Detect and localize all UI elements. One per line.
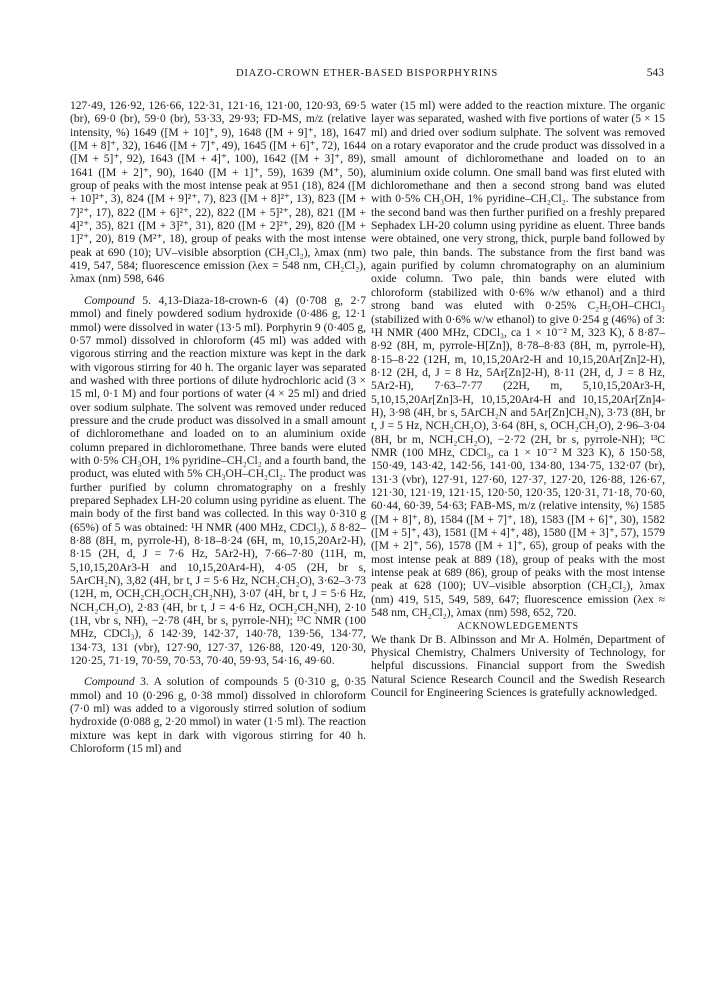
acknowledgements-text: We thank Dr B. Albinsson and Mr A. Holmén, Department of Physical Chemistry, Chalmers University of Technology, for helpful discussions. Financial support from the Swedish Natural Science Research Council and the Swedish Research Council for Engineering Sciences is gratefully acknowledged. (371, 633, 665, 700)
page-number: 543 (646, 67, 664, 79)
right-column (371, 100, 665, 700)
left-paragraph-2 (70, 295, 366, 669)
left-column (70, 100, 366, 757)
compound-5-lead: Compound (84, 294, 135, 307)
compound-3-lead: Compound (84, 676, 135, 689)
compound-3-text: 3. A solution of compounds 5 (0·310 g, 0·35 mmol) and 10 (0·296 g, 0·38 mmol) dissolved in chloroform (7·0 ml) was added to a vigorously stirred solution of sodium hydroxide (0·088 g, 2·20 mmol) in water (1·5 ml). The reaction mixture was kept in dark with vigorous stirring for 40 h. Chloroform (15 ml) and (70, 676, 366, 756)
page-header (70, 66, 664, 84)
running-title: DIAZO-CROWN ETHER-BASED BISPORPHYRINS (236, 68, 498, 79)
compound-5-text: 5. 4,13-Diaza-18-crown-6 (4) (0·708 g, 2·7 mmol) and finely powdered sodium hydroxide (0·486 g, 12·1 mmol) were dissolved in water (13·5 ml). Porphyrin 9 (0·405 g, 0·57 mmol) dissolved in chloroform (45 ml) was added with vigorous stirring and the reaction mixture was kept in the dark with vigorous stirring for 40 h. The organic layer was separated and washed with three portions of dilute hydrochloric acid (3 × 15 ml, 0·1 M) and four portions of water (4 × 25 ml) and dried over sodium sulphate. The solvent was removed under reduced pressure and the crude product was dissolved in a small amount of dichloromethane and loaded on to an aluminium oxide column prepared in dichloromethane. Three bands were eluted with 0·5% CH₃OH, 1% pyridine–CH₂Cl₂ and a fourth band, the product, was eluted with 5% CH₃OH–CH₂Cl₂. The product was further purified by column chromatography on a freshly prepared Sephadex LH-20 column using pyridine as eluent. The main body of the first band was collected. In this way 0·310 g (65%) of 5 was obtained: ¹H NMR (400 MHz, CDCl₃), δ 8·82–8·88 (8H, m, pyrrole-H), 8·18–8·24 (6H, m, 10,15,20Ar2-H), 8·15 (2H, d, J = 7·6 Hz, 5Ar2-H), 7·66–7·80 (11H, m, 5,10,15,20Ar3-H and 10,15,20Ar4-H), 4·05 (2H, br s, 5ArCH₂N), 3,82 (4H, br t, J = 5·6 Hz, NCH₂CH₂O), 3·62–3·73 (12H, m, OCH₂CH₂OCH₂CH₂NH), 3·07 (4H, br t, J = 5·6 Hz, NCH₂CH₂O), 2·83 (4H, br t, J = 4·6 Hz, OCH₂CH₂NH), 2·10 (1H, vbr s, NH), −2·78 (4H, br s, pyrrole-NH); ¹³C NMR (100 MHz, CDCl₃), δ 142·39, 142·37, 140·78, 139·56, 134·77, 134·73, 131 (vbr), 127·90, 127·37, 126·88, 120·49, 120·30, 120·25, 71·19, 70·59, 70·53, 70·40, 59·93, 54·16, 49·60. (70, 294, 366, 668)
right-paragraph-1: water (15 ml) were added to the reaction mixture. The organic layer was separated, washed with five portions of water (5 × 15 ml) and dried over sodium sulphate. The solvent was removed on a rotary evaporator and the crude product was dissolved in a small amount of dichloromethane and loaded on to an aluminium oxide column. One small band was first eluted with dichloromethane and then a second strong band was eluted with 0·5% CH₃OH, 1% pyridine–CH₂Cl₂. The substance from the second band was then further purified on a freshly prepared Sephadex LH-20 column using pyridine as eluent. Three bands were obtained, one very strong, thick, purple band followed by two pale, thin bands. The substance from the first band was again purified by column chromatography on an aluminium oxide column. Two pale, thin bands were eluted with chloroform (stabilized with 0·6% w/w ethanol) and a third strong band was eluted with 0·25% C₂H₅OH–CHCl₃ (stabilized with 0·6% w/w ethanol) to give 0·254 g (46%) of 3: ¹H NMR (400 MHz, CDCl₃, ca 1 × 10⁻² M, 323 K), δ 8·87–8·92 (8H, m, pyrrole-H[Zn]), 8·78–8·83 (8H, m, pyrrole-H), 8·15–8·22 (12H, m, 10,15,20Ar2-H and 10,15,20Ar[Zn]2-H), 8·12 (2H, d, J = 8 Hz, 5Ar[Zn]2-H), 8·11 (2H, d, J = 8 Hz, 5Ar2-H), 7·63–7·77 (22H, m, 5,10,15,20Ar3-H, 5,10,15,20Ar[Zn]3-H, 10,15,20Ar4-H and 10,15,20Ar[Zn]4-H), 3·98 (4H, br s, 5ArCH₂N and 5Ar[Zn]CH₂N), 3·73 (8H, br t, J = 5 Hz, NCH₂CH₂O), 3·64 (8H, s, OCH₂CH₂O), 2·96–3·04 (8H, br m, NCH₂CH₂O), −2·72 (2H, br s, pyrrole-NH); ¹³C NMR (100 MHz, CDCl₃, ca 1 × 10⁻² M 323 K), δ 150·58, 150·49, 143·42, 142·56, 141·00, 134·80, 134·75, 132·07 (br), 131·3 (vbr), 127·91, 127·60, 127·37, 127·20, 126·88, 126·67, 121·30, 121·19, 121·15, 120·50, 120·35, 120·31, 71·18, 70·60, 60·44, 60·39, 54·63; FAB-MS, m/z (relative intensity, %) 1585 ([M + 8]⁺, 8), 1584 ([M + 7]⁺, 18), 1583 ([M + 6]⁺, 30), 1582 ([M + 5]⁺, 43), 1581 ([M + 4]⁺, 48), 1580 ([M + 3]⁺, 57), 1579 ([M + 2]⁺, 56), 1578 ([M + 1]⁺, 65), group of peaks with the most intense peak at 889 (18), group of peaks with the most intense peak at 689 (86), group of peaks with the most intense peak at 628 (100); UV–visible absorption (CH₂Cl₂), λmax (nm) 419, 515, 549, 589, 647; fluorescence emission (λex ≈ 548 nm, CH₂Cl₂), λmax (nm) 598, 652, 720. (371, 100, 665, 620)
acknowledgements-heading: ACKNOWLEDGEMENTS (457, 621, 579, 633)
left-paragraph-3 (70, 676, 366, 756)
left-paragraph-1: 127·49, 126·92, 126·66, 122·31, 121·16, 121·00, 120·93, 69·5 (br), 69·0 (br), 59·0 (br), 53·33, 29·93; FD-MS, m/z (relative intensity, %) 1649 ([M + 10]⁺, 9), 1648 ([M + 9]⁺, 18), 1647 ([M + 8]⁺, 32), 1646 ([M + 7]⁺, 49), 1645 ([M + 6]⁺, 72), 1644 ([M + 5]⁺, 92), 1643 ([M + 4]⁺, 100), 1642 ([M + 3]⁺, 89), 1641 ([M + 2]⁺, 90), 1640 ([M + 1]⁺, 59), 1639 (M⁺, 50), group of peaks with the most intense peak at 951 (18), 824 ([M + 10]²⁺, 3), 824 ([M + 9]²⁺, 7), 823 ([M + 8]²⁺, 13), 823 ([M + 7]²⁺, 17), 822 ([M + 6]²⁺, 22), 822 ([M + 5]²⁺, 28), 821 ([M + 4]²⁺, 35), 821 ([M + 3]²⁺, 31), 820 ([M + 2]²⁺, 29), 820 ([M + 1]²⁺, 20), 819 (M²⁺, 18), group of peaks with the most intense peak at 690 (10); UV–visible absorption (CH₂Cl₂), λmax (nm) 419, 547, 584; fluorescence emission (λex = 548 nm, CH₂Cl₂), λmax (nm) 598, 646 (70, 100, 366, 286)
